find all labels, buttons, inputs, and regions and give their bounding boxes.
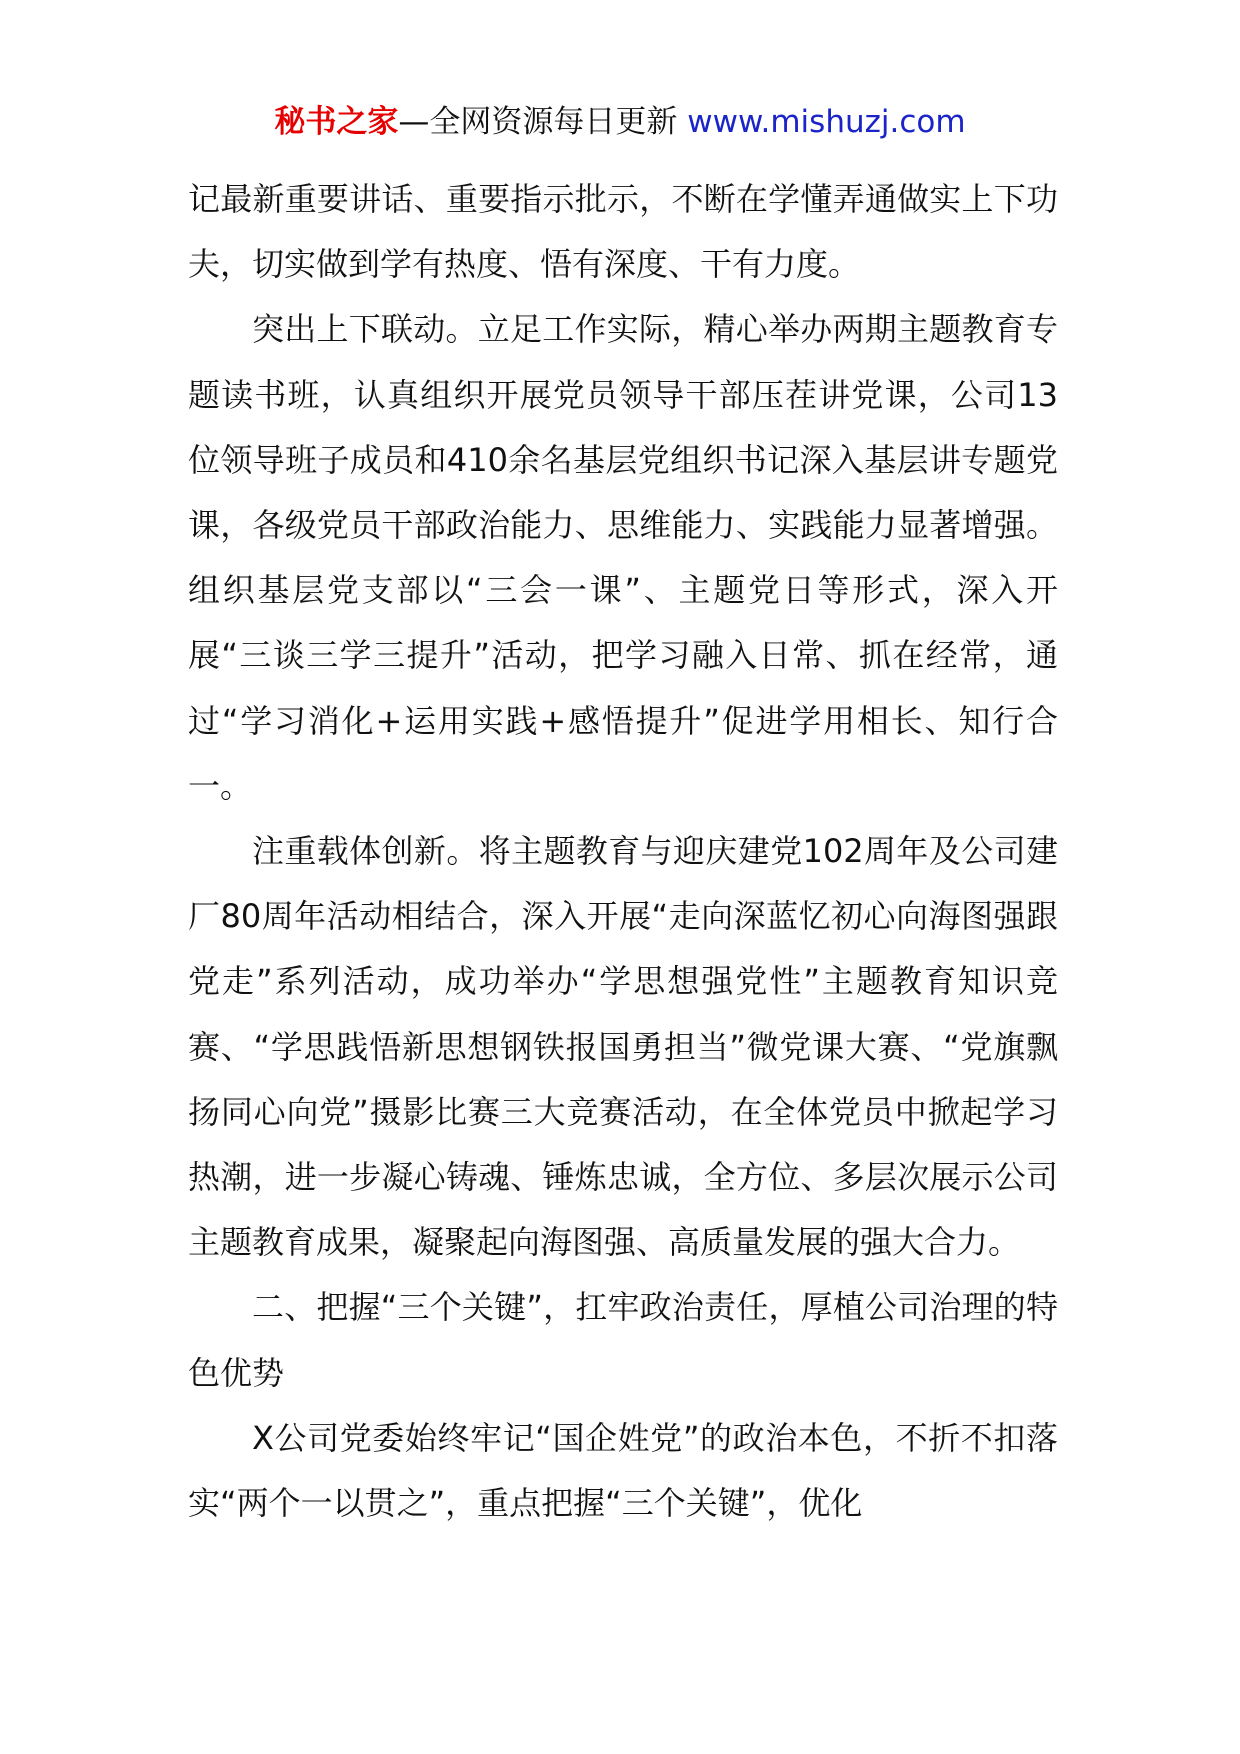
site-url: www.mishuzj.com: [687, 104, 966, 140]
site-watermark-header: [0, 100, 1240, 144]
site-tagline: —全网资源每日更新: [398, 104, 688, 140]
document-body: [188, 167, 1058, 1536]
paragraph-linkage: 突出上下联动。立足工作实际，精心举办两期主题教育专题读书班，认真组织开展党员领导干部压茬讲党课，公司13位领导班子成员和410余名基层党组织书记深入基层讲专题党课，各级党员干部政治能力、思维能力、实践能力显著增强。组织基层党支部以“三会一课”、主题党日等形式，深入开展“三谈三学三提升”活动，把学习融入日常、抓在经常，通过“学习消化+运用实践+感悟提升”促进学用相长、知行合一。: [188, 310, 1058, 805]
paragraph-continuation: 记最新重要讲话、重要指示批示，不断在学懂弄通做实上下功夫，切实做到学有热度、悟有深度、干有力度。: [188, 180, 1058, 284]
paragraph-innovation: 注重载体创新。将主题教育与迎庆建党102周年及公司建厂80周年活动相结合，深入开展“走向深蓝忆初心向海图强跟党走”系列活动，成功举办“学思想强党性”主题教育知识竞赛、“学思践悟新思想钢铁报国勇担当”微党课大赛、“党旗飘扬同心向党”摄影比赛三大竞赛活动，在全体党员中掀起学习热潮，进一步凝心铸魂、锤炼忠诚，全方位、多层次展示公司主题教育成果，凝聚起向海图强、高质量发展的强大合力。: [188, 832, 1058, 1262]
section-heading: 二、把握“三个关键”，扛牢政治责任，厚植公司治理的特色优势: [188, 1288, 1058, 1392]
paragraph-section-intro: X公司党委始终牢记“国企姓党”的政治本色，不折不扣落实“两个一以贯之”，重点把握“三个关键”，优化: [188, 1418, 1058, 1523]
site-brand: 秘书之家: [274, 104, 399, 140]
